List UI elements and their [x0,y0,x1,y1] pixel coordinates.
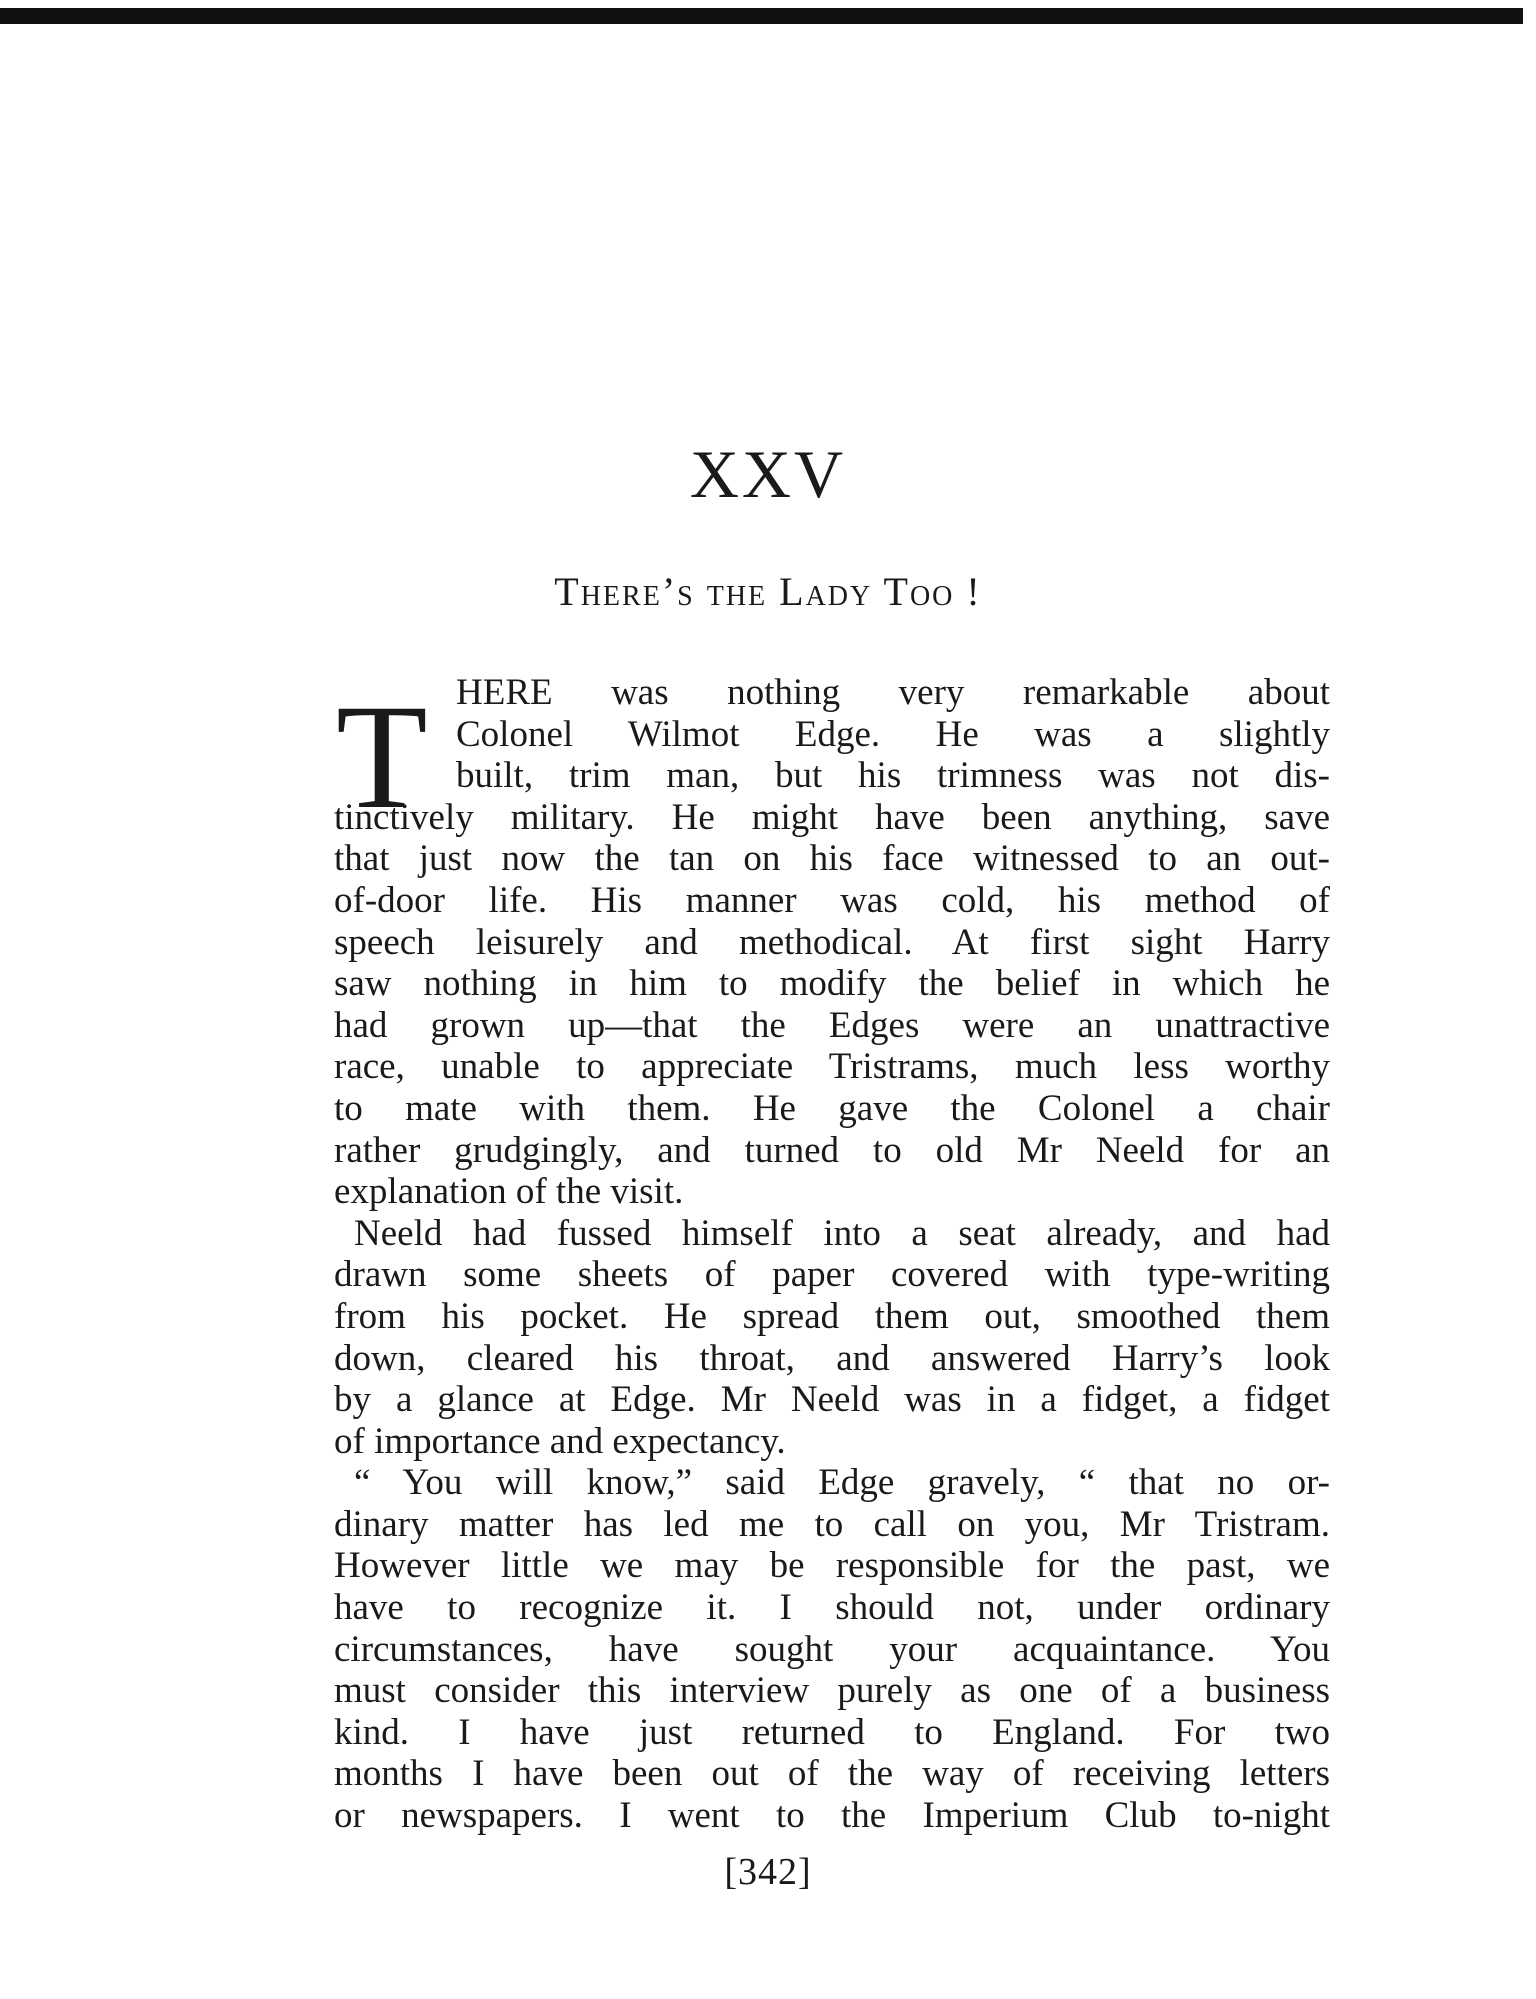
text-line: However little we may be responsible for the past, we [334,1545,1330,1587]
text-line: Neeld had fussed himself into a seat already, and had [354,1212,1330,1254]
text-line: down, cleared his throat, and answered Harry’s look [334,1337,1330,1379]
text-line: HERE was nothing very remarkable about [456,672,1330,713]
page-number: [342] [724,1851,812,1893]
text-line: dinary matter has led me to call on you, Mr Tristram. [334,1503,1330,1545]
text-line: had grown up—that the Edges were an unattractive [334,1004,1330,1046]
text-line: by a glance at Edge. Mr Neeld was in a fidget, a fidget [334,1379,1330,1421]
text-line: of-door life. His manner was cold, his method of [334,879,1330,921]
text-line: Colonel Wilmot Edge. He was a slightly [456,713,1330,755]
text-line: speech leisurely and methodical. At first sight Harry [334,921,1330,963]
text-line: circumstances, have sought your acquaintance. You [334,1628,1330,1670]
text-line: from his pocket. He spread them out, smoothed them [334,1295,1330,1337]
text-line: kind. I have just returned to England. For two [334,1711,1330,1753]
text-line: rather grudgingly, and turned to old Mr Neeld for an [334,1129,1330,1171]
chapter-title: There’s the Lady Too ! [554,569,982,614]
text-line: months I have been out of the way of receiving letters [334,1753,1330,1795]
body-text [334,672,1330,1837]
text-line: tinctively military. He might have been anything, save [334,796,1330,838]
text-line: have to recognize it. I should not, under ordinary [334,1587,1330,1629]
text-line: to mate with them. He gave the Colonel a chair [334,1087,1330,1129]
text-line: saw nothing in him to modify the belief in which he [334,963,1330,1005]
text-line: “ You will know,” said Edge gravely, “ that no or- [354,1462,1330,1504]
text-line: or newspapers. I went to the Imperium Club to-night [334,1795,1330,1837]
text-line: must consider this interview purely as one of a business [334,1670,1330,1712]
text-line: of importance and expectancy. [334,1420,786,1462]
text-line: drawn some sheets of paper covered with type-writing [334,1254,1330,1296]
top-border-rule [0,8,1523,24]
text-line: race, unable to appreciate Tristrams, much less worthy [334,1046,1330,1088]
text-line: explanation of the visit. [334,1171,684,1213]
text-line: built, trim man, but his trimness was not dis- [456,755,1330,797]
text-line: that just now the tan on his face witnessed to an out- [334,838,1330,880]
chapter-number: XXV [689,436,847,512]
drop-cap: T [336,682,428,808]
